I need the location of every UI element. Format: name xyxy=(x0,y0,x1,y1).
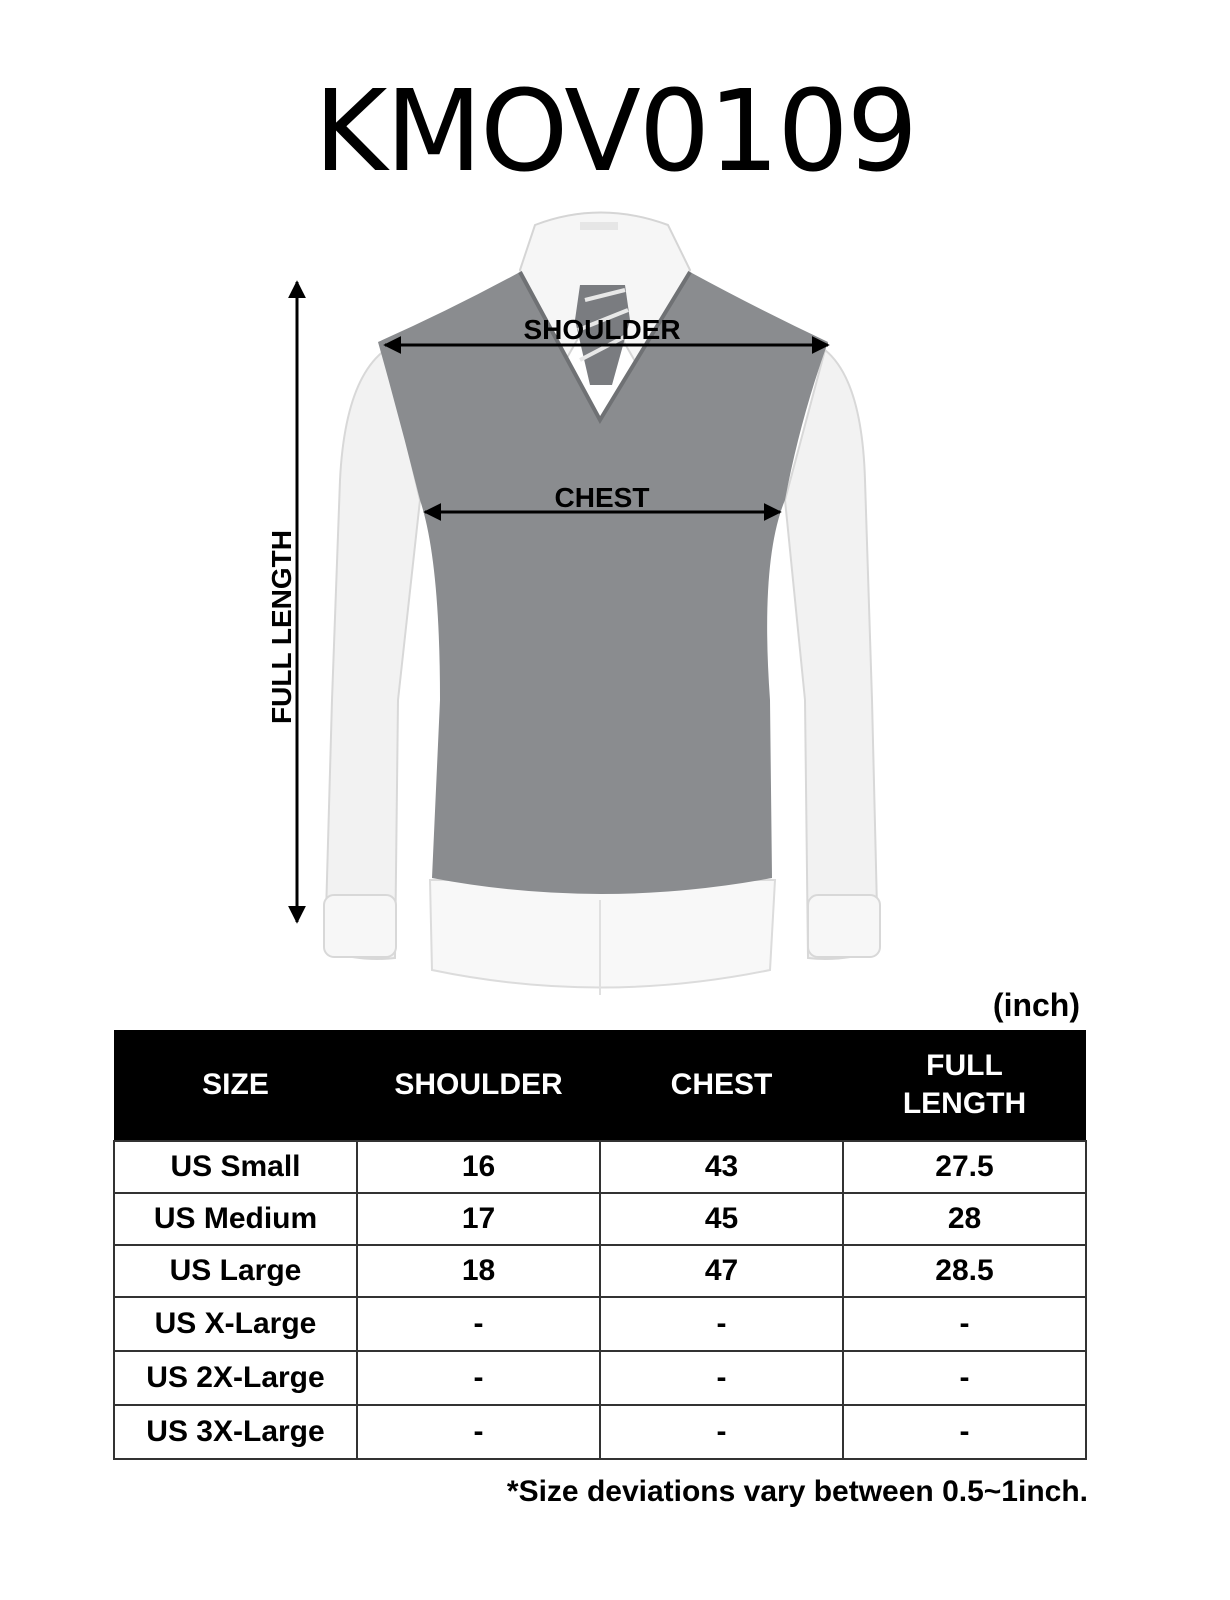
shoulder-cell: - xyxy=(357,1405,600,1459)
size-deviation-footnote: *Size deviations vary between 0.5~1inch. xyxy=(506,1475,1088,1508)
full-length-cell: 27.5 xyxy=(843,1141,1086,1193)
unit-label: (inch) xyxy=(992,987,1080,1023)
table-row xyxy=(114,1405,1086,1459)
shoulder-cell: - xyxy=(357,1351,600,1405)
table-row xyxy=(114,1351,1086,1405)
product-code-title: KMOV0109 xyxy=(314,67,916,197)
chest-cell: - xyxy=(600,1297,843,1351)
table-row xyxy=(114,1245,1086,1297)
header-size: SIZE xyxy=(114,1030,357,1141)
shoulder-cell: 17 xyxy=(357,1193,600,1245)
table-row xyxy=(114,1193,1086,1245)
size-cell: US Medium xyxy=(114,1193,357,1245)
size-cell: US X-Large xyxy=(114,1297,357,1351)
header-chest: CHEST xyxy=(600,1030,843,1141)
header-full-length: FULL LENGTH xyxy=(843,1030,1086,1141)
shoulder-cell: 18 xyxy=(357,1245,600,1297)
header-shoulder: SHOULDER xyxy=(357,1030,600,1141)
full-length-cell: - xyxy=(843,1405,1086,1459)
chest-label: CHEST xyxy=(554,482,650,513)
chest-cell: 45 xyxy=(600,1193,843,1245)
table-row xyxy=(114,1297,1086,1351)
full-length-cell: 28 xyxy=(843,1193,1086,1245)
full-length-cell: 28.5 xyxy=(843,1245,1086,1297)
chest-cell: - xyxy=(600,1351,843,1405)
table-header-row xyxy=(114,1030,1086,1141)
size-cell: US Large xyxy=(114,1245,357,1297)
size-cell: US 2X-Large xyxy=(114,1351,357,1405)
shoulder-cell: - xyxy=(357,1297,600,1351)
size-chart-table xyxy=(113,1030,1087,1460)
full-length-label: FULL LENGTH xyxy=(266,530,297,724)
shoulder-cell: 16 xyxy=(357,1141,600,1193)
chest-cell: - xyxy=(600,1405,843,1459)
chest-cell: 47 xyxy=(600,1245,843,1297)
table-row xyxy=(114,1141,1086,1193)
size-cell: US Small xyxy=(114,1141,357,1193)
full-length-cell: - xyxy=(843,1351,1086,1405)
chest-cell: 43 xyxy=(600,1141,843,1193)
size-cell: US 3X-Large xyxy=(114,1405,357,1459)
shoulder-label: SHOULDER xyxy=(523,314,681,345)
full-length-cell: - xyxy=(843,1297,1086,1351)
